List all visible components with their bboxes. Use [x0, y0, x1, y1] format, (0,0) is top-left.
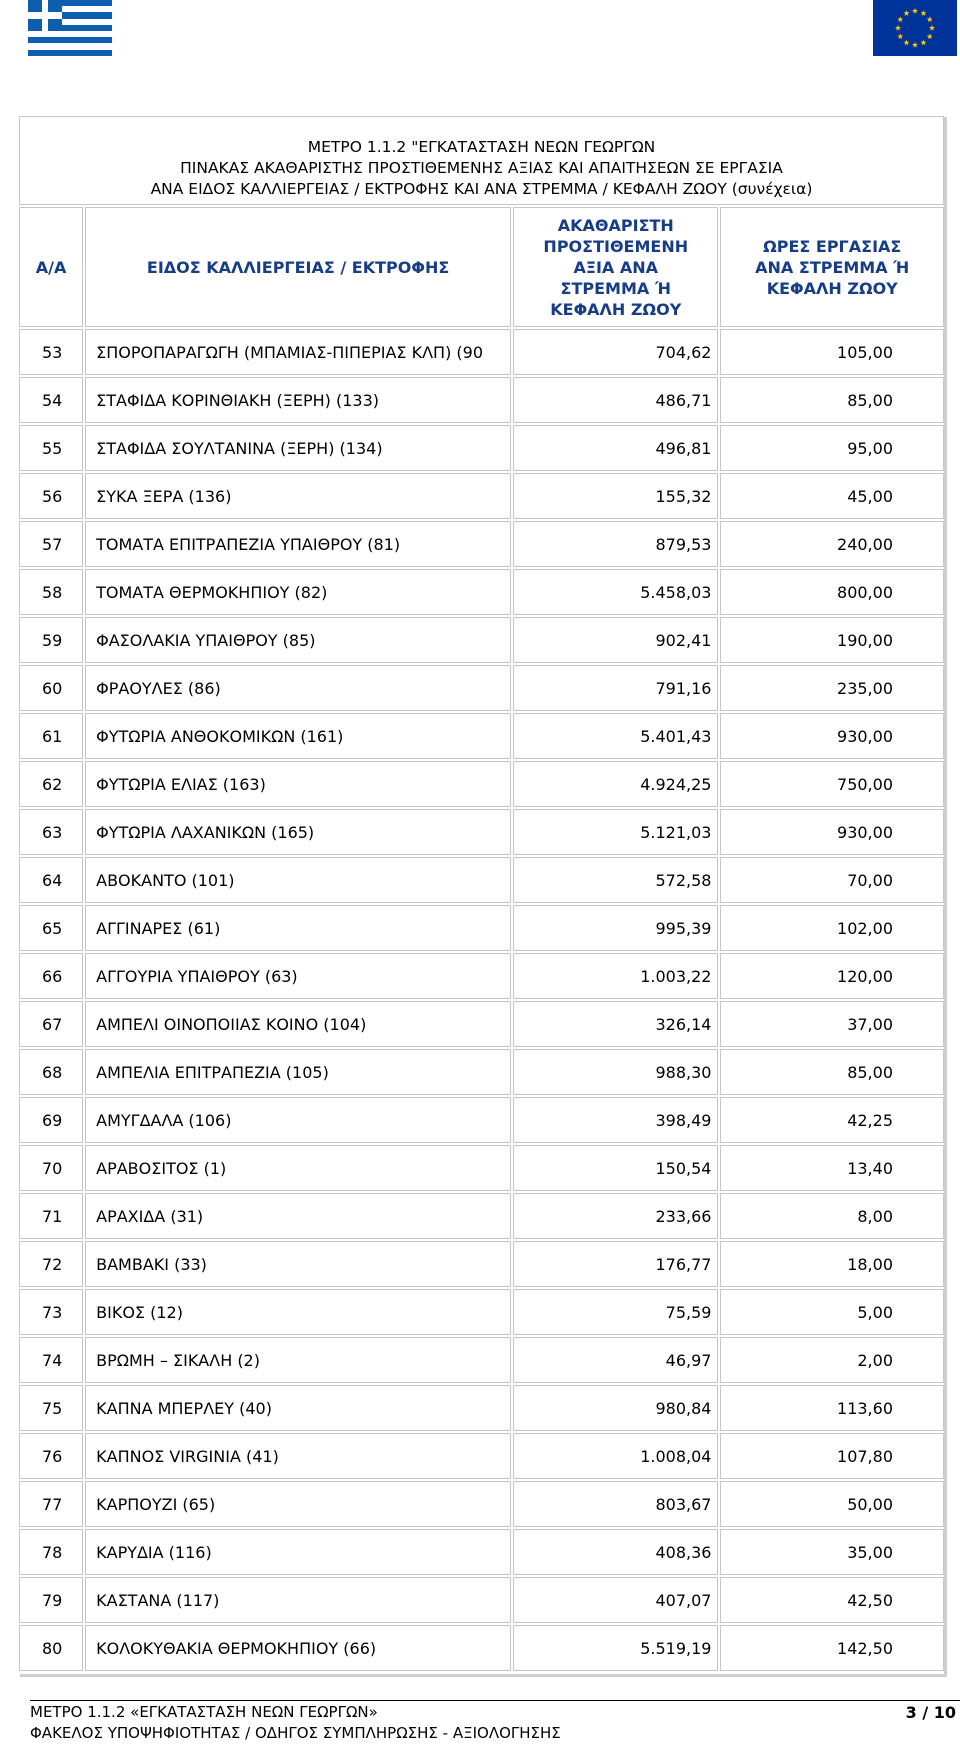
table-row: [19, 1625, 944, 1671]
value-header-line: ΠΡΟΣΤΙΘΕΜΕΝΗ: [543, 236, 689, 256]
row-number: 60: [19, 665, 83, 711]
row-hours: 930,00: [720, 809, 944, 855]
eu-star-icon: [897, 33, 903, 39]
footer-divider: [30, 1700, 960, 1701]
column-header-aa: Α/Α: [19, 207, 83, 327]
table-row: [19, 1289, 944, 1335]
row-hours: 85,00: [720, 377, 944, 423]
title-line-2: ΠΙΝΑΚΑΣ ΑΚΑΘΑΡΙΣΤΗΣ ΠΡΟΣΤΙΘΕΜΕΝΗΣ ΑΞΙΑΣ ΚΑΙ ΑΠΑΙΤΗΣΕΩΝ ΣΕ ΕΡΓΑΣΙΑ: [180, 159, 783, 177]
row-number: 79: [19, 1577, 83, 1623]
row-number: 75: [19, 1385, 83, 1431]
table-row: [19, 809, 944, 855]
row-number: 78: [19, 1529, 83, 1575]
row-value: 980,84: [513, 1385, 718, 1431]
hours-header-line: ΚΕΦΑΛΗ ΖΩΟΥ: [766, 278, 898, 298]
row-crop-name: ΦΥΤΩΡΙΑ ΑΝΘΟΚΟΜΙΚΩΝ (161): [85, 713, 511, 759]
row-number: 69: [19, 1097, 83, 1143]
footer-line-1: ΜΕΤΡΟ 1.1.2 «ΕΓΚΑΤΑΣΤΑΣΗ ΝΕΩΝ ΓΕΩΡΓΩΝ»: [30, 1703, 378, 1721]
row-hours: 107,80: [720, 1433, 944, 1479]
footer-line-2: ΦΑΚΕΛΟΣ ΥΠΟΨΗΦΙΟΤΗΤΑΣ / ΟΔΗΓΟΣ ΣΥΜΠΛΗΡΩΣΗΣ - ΑΞΙΟΛΟΓΗΣΗΣ: [30, 1724, 561, 1742]
row-hours: 70,00: [720, 857, 944, 903]
row-crop-name: ΒΡΩΜΗ – ΣΙΚΑΛΗ (2): [85, 1337, 511, 1383]
eu-star-icon: [897, 16, 903, 22]
row-number: 63: [19, 809, 83, 855]
table-row: [19, 665, 944, 711]
row-hours: 142,50: [720, 1625, 944, 1671]
row-crop-name: ΚΑΡΥΔΙΑ (116): [85, 1529, 511, 1575]
row-hours: 120,00: [720, 953, 944, 999]
table-row: [19, 713, 944, 759]
row-number: 55: [19, 425, 83, 471]
row-value: 5.519,19: [513, 1625, 718, 1671]
row-number: 65: [19, 905, 83, 951]
row-value: 5.458,03: [513, 569, 718, 615]
row-crop-name: ΤΟΜΑΤΑ ΕΠΙΤΡΑΠΕΖΙΑ ΥΠΑΙΘΡΟΥ (81): [85, 521, 511, 567]
row-number: 64: [19, 857, 83, 903]
table-row: [19, 1097, 944, 1143]
row-hours: 750,00: [720, 761, 944, 807]
row-number: 53: [19, 329, 83, 375]
value-header-line: ΣΤΡΕΜΜΑ Ή: [560, 278, 671, 298]
row-crop-name: ΑΡΑΒΟΣΙΤΟΣ (1): [85, 1145, 511, 1191]
row-hours: 102,00: [720, 905, 944, 951]
table-row: [19, 569, 944, 615]
row-value: 155,32: [513, 473, 718, 519]
row-crop-name: ΑΓΓΟΥΡΙΑ ΥΠΑΙΘΡΟΥ (63): [85, 953, 511, 999]
row-number: 76: [19, 1433, 83, 1479]
table-row: [19, 521, 944, 567]
eu-star-icon: [929, 25, 935, 31]
row-value: 407,07: [513, 1577, 718, 1623]
table-row: [19, 1529, 944, 1575]
row-hours: 113,60: [720, 1385, 944, 1431]
column-header-hours: [720, 207, 944, 327]
table-row: [19, 1481, 944, 1527]
row-crop-name: ΣΠΟΡΟΠΑΡΑΓΩΓΗ (ΜΠΑΜΙΑΣ-ΠΙΠΕΡΙΑΣ ΚΛΠ) (90: [85, 329, 511, 375]
row-hours: 2,00: [720, 1337, 944, 1383]
row-crop-name: ΚΑΡΠΟΥΖΙ (65): [85, 1481, 511, 1527]
row-hours: 50,00: [720, 1481, 944, 1527]
table-row: [19, 1337, 944, 1383]
eu-star-icon: [903, 10, 909, 16]
value-header-line: ΚΕΦΑΛΗ ΖΩΟΥ: [550, 299, 682, 319]
row-hours: 37,00: [720, 1001, 944, 1047]
row-crop-name: ΣΤΑΦΙΔΑ ΣΟΥΛΤΑΝΙΝΑ (ΞΕΡΗ) (134): [85, 425, 511, 471]
eu-star-icon: [920, 10, 926, 16]
row-value: 75,59: [513, 1289, 718, 1335]
row-number: 72: [19, 1241, 83, 1287]
table-row: [19, 905, 944, 951]
row-number: 54: [19, 377, 83, 423]
column-header-type: ΕΙΔΟΣ ΚΑΛΛΙΕΡΓΕΙΑΣ / ΕΚΤΡΟΦΗΣ: [85, 207, 511, 327]
row-crop-name: ΑΡΑΧΙΔΑ (31): [85, 1193, 511, 1239]
eu-star-icon: [927, 33, 933, 39]
row-number: 58: [19, 569, 83, 615]
title-line-1: ΜΕΤΡΟ 1.1.2 "ΕΓΚΑΤΑΣΤΑΣΗ ΝΕΩΝ ΓΕΩΡΓΩΝ: [307, 138, 656, 156]
row-crop-name: ΣΥΚΑ ΞΕΡΑ (136): [85, 473, 511, 519]
row-crop-name: ΑΓΓΙΝΑΡΕΣ (61): [85, 905, 511, 951]
row-hours: 18,00: [720, 1241, 944, 1287]
row-crop-name: ΚΑΠΝΑ ΜΠΕΡΛΕΥ (40): [85, 1385, 511, 1431]
row-value: 988,30: [513, 1049, 718, 1095]
table-row: [19, 377, 944, 423]
row-value: 5.401,43: [513, 713, 718, 759]
row-hours: 240,00: [720, 521, 944, 567]
title-line-3: ΑΝΑ ΕΙΔΟΣ ΚΑΛΛΙΕΡΓΕΙΑΣ / ΕΚΤΡΟΦΗΣ ΚΑΙ ΑΝΑ ΣΤΡΕΜΜΑ / ΚΕΦΑΛΗ ΖΩΟΥ (συνέχεια): [150, 180, 813, 198]
row-value: 4.924,25: [513, 761, 718, 807]
hours-header-line: ΩΡΕΣ ΕΡΓΑΣΙΑΣ: [763, 236, 902, 256]
row-value: 5.121,03: [513, 809, 718, 855]
row-number: 71: [19, 1193, 83, 1239]
row-crop-name: ΑΒΟΚΑΝΤΟ (101): [85, 857, 511, 903]
table-row: [19, 1049, 944, 1095]
row-value: 398,49: [513, 1097, 718, 1143]
row-hours: 930,00: [720, 713, 944, 759]
row-hours: 42,50: [720, 1577, 944, 1623]
eu-flag-icon: [873, 0, 957, 56]
row-value: 803,67: [513, 1481, 718, 1527]
table-title: [19, 116, 944, 205]
table-row: [19, 1577, 944, 1623]
eu-star-icon: [920, 40, 926, 46]
value-header-line: ΑΞΙΑ ΑΝΑ: [573, 257, 659, 277]
row-number: 62: [19, 761, 83, 807]
row-hours: 105,00: [720, 329, 944, 375]
row-crop-name: ΚΑΣΤΑΝΑ (117): [85, 1577, 511, 1623]
row-crop-name: ΑΜΥΓΔΑΛΑ (106): [85, 1097, 511, 1143]
value-header-line: ΑΚΑΘΑΡΙΣΤΗ: [557, 215, 674, 235]
row-crop-name: ΑΜΠΕΛΙΑ ΕΠΙΤΡΑΠΕΖΙΑ (105): [85, 1049, 511, 1095]
row-number: 57: [19, 521, 83, 567]
table-row: [19, 473, 944, 519]
row-number: 77: [19, 1481, 83, 1527]
value-table: [17, 114, 944, 1674]
row-value: 176,77: [513, 1241, 718, 1287]
row-value: 408,36: [513, 1529, 718, 1575]
table-row: [19, 1145, 944, 1191]
table-row: [19, 1433, 944, 1479]
table-row: [19, 1001, 944, 1047]
greek-flag-icon: [28, 0, 112, 56]
row-value: 496,81: [513, 425, 718, 471]
table-row: [19, 857, 944, 903]
row-hours: 85,00: [720, 1049, 944, 1095]
row-crop-name: ΤΟΜΑΤΑ ΘΕΡΜΟΚΗΠΙΟΥ (82): [85, 569, 511, 615]
row-crop-name: ΚΑΠΝΟΣ VIRGINIA (41): [85, 1433, 511, 1479]
row-value: 233,66: [513, 1193, 718, 1239]
row-hours: 800,00: [720, 569, 944, 615]
row-value: 704,62: [513, 329, 718, 375]
table-row: [19, 329, 944, 375]
footer-text: [30, 1702, 561, 1744]
table-row: [19, 953, 944, 999]
row-number: 80: [19, 1625, 83, 1671]
row-hours: 95,00: [720, 425, 944, 471]
row-hours: 8,00: [720, 1193, 944, 1239]
row-hours: 42,25: [720, 1097, 944, 1143]
row-crop-name: ΦΥΤΩΡΙΑ ΛΑΧΑΝΙΚΩΝ (165): [85, 809, 511, 855]
row-crop-name: ΦΑΣΟΛΑΚΙΑ ΥΠΑΙΘΡΟΥ (85): [85, 617, 511, 663]
row-crop-name: ΚΟΛΟΚΥΘΑΚΙΑ ΘΕΡΜΟΚΗΠΙΟΥ (66): [85, 1625, 511, 1671]
row-number: 61: [19, 713, 83, 759]
table-row: [19, 617, 944, 663]
row-crop-name: ΒΙΚΟΣ (12): [85, 1289, 511, 1335]
row-number: 59: [19, 617, 83, 663]
row-value: 1.003,22: [513, 953, 718, 999]
row-value: 791,16: [513, 665, 718, 711]
row-hours: 13,40: [720, 1145, 944, 1191]
row-number: 66: [19, 953, 83, 999]
row-value: 995,39: [513, 905, 718, 951]
row-value: 1.008,04: [513, 1433, 718, 1479]
row-value: 879,53: [513, 521, 718, 567]
eu-star-icon: [895, 25, 901, 31]
row-number: 70: [19, 1145, 83, 1191]
row-hours: 35,00: [720, 1529, 944, 1575]
column-header-value: [513, 207, 718, 327]
row-crop-name: ΦΥΤΩΡΙΑ ΕΛΙΑΣ (163): [85, 761, 511, 807]
table-row: [19, 1193, 944, 1239]
row-value: 46,97: [513, 1337, 718, 1383]
row-hours: 5,00: [720, 1289, 944, 1335]
row-value: 150,54: [513, 1145, 718, 1191]
table-row: [19, 1385, 944, 1431]
row-value: 326,14: [513, 1001, 718, 1047]
row-value: 572,58: [513, 857, 718, 903]
row-crop-name: ΑΜΠΕΛΙ ΟΙΝΟΠΟΙΙΑΣ ΚΟΙΝΟ (104): [85, 1001, 511, 1047]
row-number: 73: [19, 1289, 83, 1335]
row-value: 902,41: [513, 617, 718, 663]
eu-star-icon: [903, 40, 909, 46]
row-crop-name: ΦΡΑΟΥΛΕΣ (86): [85, 665, 511, 711]
row-number: 56: [19, 473, 83, 519]
row-hours: 235,00: [720, 665, 944, 711]
table-row: [19, 1241, 944, 1287]
eu-star-icon: [927, 16, 933, 22]
row-hours: 190,00: [720, 617, 944, 663]
hours-header-line: ΑΝΑ ΣΤΡΕΜΜΑ Ή: [755, 257, 910, 277]
row-hours: 45,00: [720, 473, 944, 519]
row-value: 486,71: [513, 377, 718, 423]
eu-star-icon: [912, 42, 918, 48]
table-row: [19, 761, 944, 807]
page-number: 3 / 10: [905, 1703, 956, 1722]
row-crop-name: ΣΤΑΦΙΔΑ ΚΟΡΙΝΘΙΑΚΗ (ΞΕΡΗ) (133): [85, 377, 511, 423]
eu-star-icon: [912, 8, 918, 14]
row-number: 68: [19, 1049, 83, 1095]
row-crop-name: ΒΑΜΒΑΚΙ (33): [85, 1241, 511, 1287]
row-number: 74: [19, 1337, 83, 1383]
table-row: [19, 425, 944, 471]
row-number: 67: [19, 1001, 83, 1047]
